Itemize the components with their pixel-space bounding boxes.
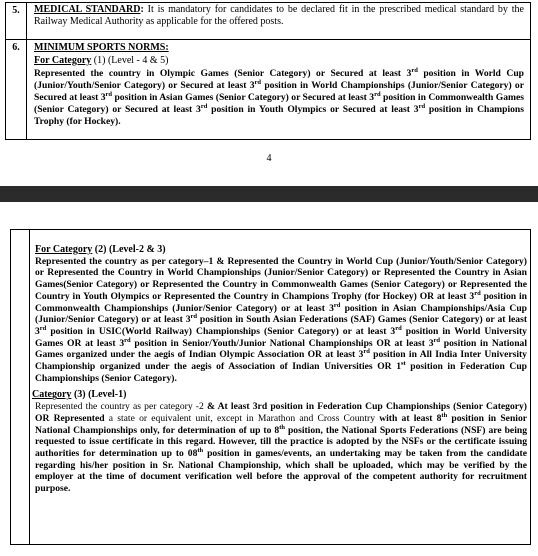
medical-standard-cell	[27, 3, 531, 40]
table-row	[6, 40, 531, 140]
medical-standard-title: MEDICAL STANDARD	[34, 4, 141, 15]
category-3-text: Represented the country as per category -2 & At least 3rd position in Federation Cup Championships (Senior Category) OR Represented a state or equivalent unit, except in Marathon and Cross Country with at least 8th position in Senior National Championships only, for determination of up to 8th position, the National Sports Federations (NSF) are being requested to issue certificate in this regard. However, till the practice is adopted by the NSFs or the certificate issuing authorities for determination up to 08th position in games/events, an undertaking may be taken from the candidate regarding his/her position in Sr. National Championship, which shall be uploaded, which may be verified by the employer at the time of document verification well before the approval of the competent authority for recruitment purpose.	[35, 401, 527, 495]
rules-table-bottom	[10, 229, 531, 545]
row-number: 6.	[6, 40, 27, 140]
category-3-heading: Category (3) (Level-1)	[32, 389, 127, 401]
category-2-heading: For Category (2) (Level-2 & 3)	[35, 244, 166, 255]
rules-table-top	[5, 2, 531, 140]
page-separator	[0, 186, 538, 202]
medical-standard-text: It is mandatory for candidates to be declared fit in the prescribed medical standard by the Railway Medical Authority as applicable for the offered posts.	[34, 4, 524, 27]
row-number-empty	[11, 230, 30, 545]
page-bottom	[0, 202, 538, 556]
sports-norms-cell	[27, 40, 531, 140]
category-1-heading: For Category (1) (Level - 4 & 5)	[34, 55, 169, 66]
table-row	[6, 3, 531, 40]
page-top	[0, 0, 538, 186]
sports-norms-continued-cell	[30, 230, 531, 545]
page-number: 4	[266, 153, 272, 164]
row-number: 5.	[6, 3, 27, 40]
category-1-text: Represented the country in Olympic Games (Senior Category) or Secured at least 3rd position in World Cup (Junior/Youth/Senior Category) or Secured at least 3rd position in World Championships (Junior/Senior Category) or Secured at least 3rd position in Asian Games (Senior Category) or Secured at least 3rd position in Commonwealth Games (Senior Category) or Secured at least 3rd position in Youth Olympics or Secured at least 3rd position in Champions Trophy (for Hockey).	[34, 66, 524, 127]
title-colon: :	[140, 4, 144, 15]
category-2-text: Represented the country as per category–1 & Represented the Country in World Cup (Junior/Youth/Senior Category) or Represented the Country in World Championships (Junior/Senior Category) or Represented the Country in Asian Games(Senior Category) or Represented the Country in Commonwealth Games (Senior Category) or Represented the Country in Youth Olympics or Represented the Country in Champions Trophy (for Hockey) OR at least 3rd position in Commonwealth Championships (Junior/Senior Category) or at least 3rd position in Asian Championships/Asia Cup (Junior/Senior Category) or at least 3rd position in South Asian Federations (SAF) Games (Senior Category) or at least 3rd position in USIC(World Railway) Championships (Senior Category) or at least 3rd position in World University Games OR at least 3rd position in Senior/Youth/Junior National Championships OR at least 3rd position in National Games organized under the aegis of Indian Olympic Association OR at least 3rd position in All India Inter University Championship organized under the aegis of Association of Indian Universities OR 1st position in Federation Cup Championships (Senior Category).	[35, 255, 528, 384]
sports-norms-title: MINIMUM SPORTS NORMS:	[34, 42, 169, 53]
table-row	[11, 230, 531, 545]
